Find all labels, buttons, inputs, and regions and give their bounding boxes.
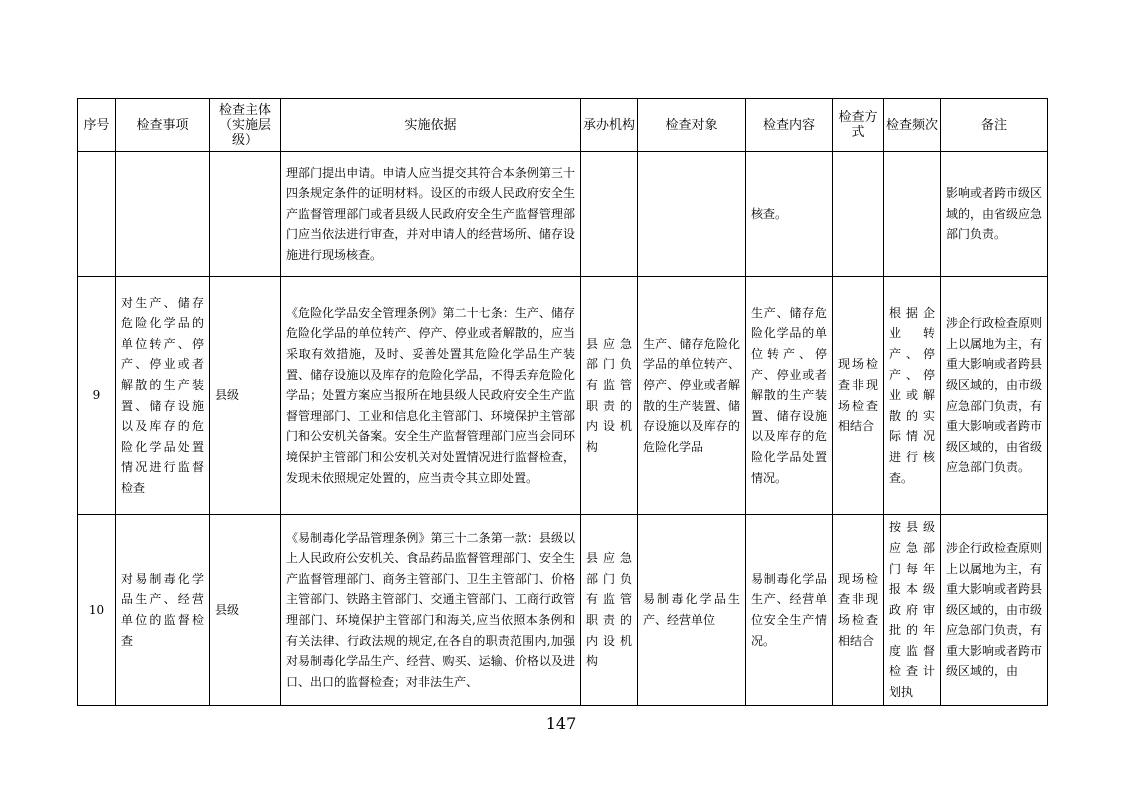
cell-basis: 理部门提出申请。申请人应当提交其符合本条例第三十四条规定条件的证明材料。设区的市级人民政府安全生产监督管理部门或者县级人民政府安全生产监督管理部门应当依法进行审查，并对申请人的经营场所、储存设施进行现场核查。	[281, 152, 581, 277]
cell-frequency: 根据企业转产、停产、停业或解散的实际情况进行核查。	[884, 277, 941, 515]
inspection-table	[77, 98, 1048, 706]
cell-agency: 县应急部门负有监管职责的内设机构	[581, 277, 638, 515]
header-subject: 检查主体（实施层级）	[210, 99, 281, 152]
cell-method: 现场检查非现场检查相结合	[833, 515, 884, 706]
page-number: 147	[545, 714, 577, 733]
cell-seq: 10	[78, 515, 116, 706]
cell-seq: 9	[78, 277, 116, 515]
cell-agency: 县应急部门负有监管职责的内设机构	[581, 515, 638, 706]
cell-target: 生产、储存危险化学品的单位转产、停产、停业或者解散的生产装置、储存设施以及库存的危险化学品	[638, 277, 746, 515]
cell-method	[833, 152, 884, 277]
cell-method: 现场检查非现场检查相结合	[833, 277, 884, 515]
header-content: 检查内容	[746, 99, 833, 152]
cell-target	[638, 152, 746, 277]
header-remarks: 备注	[941, 99, 1048, 152]
cell-subject: 县级	[210, 515, 281, 706]
cell-content: 核查。	[746, 152, 833, 277]
cell-item	[116, 152, 210, 277]
header-target: 检查对象	[638, 99, 746, 152]
header-method: 检查方式	[833, 99, 884, 152]
cell-subject	[210, 152, 281, 277]
header-seq: 序号	[78, 99, 116, 152]
cell-content: 生产、储存危险化学品的单位转产、停产、停业或者解散的生产装置、储存设施以及库存的危险化学品处置情况。	[746, 277, 833, 515]
cell-item: 对生产、储存危险化学品的单位转产、停产、停业或者解散的生产装置、储存设施以及库存的危险化学品处置情况进行监督检查	[116, 277, 210, 515]
cell-seq	[78, 152, 116, 277]
header-basis: 实施依据	[281, 99, 581, 152]
table-row	[78, 152, 1048, 277]
cell-basis: 《易制毒化学品管理条例》第三十二条第一款：县级以上人民政府公安机关、食品药品监督管理部门、安全生产监督管理部门、商务主管部门、卫生主管部门、价格主管部门、铁路主管部门、交通主管部门、工商行政管理部门、环境保护主管部门和海关,应当依照本条例和有关法律、行政法规的规定,在各自的职责范围内,加强对易制毒化学品生产、经营、购买、运输、价格以及进口、出口的监督检查；对非法生产、	[281, 515, 581, 706]
header-item: 检查事项	[116, 99, 210, 152]
cell-item: 对易制毒化学品生产、经营单位的监督检查	[116, 515, 210, 706]
cell-agency	[581, 152, 638, 277]
table-row	[78, 277, 1048, 515]
cell-frequency: 按县级应急部门每年报本级政府审批的年度监督检查计划执	[884, 515, 941, 706]
cell-target: 易制毒化学品生产、经营单位	[638, 515, 746, 706]
cell-frequency	[884, 152, 941, 277]
cell-content: 易制毒化学品生产、经营单位安全生产情况。	[746, 515, 833, 706]
cell-remarks: 影响或者跨市级区域的，由省级应急部门负责。	[941, 152, 1048, 277]
header-row	[78, 99, 1048, 152]
header-frequency: 检查频次	[884, 99, 941, 152]
cell-remarks: 涉企行政检查原则上以属地为主，有重大影响或者跨县级区域的，由市级应急部门负责，有重大影响或者跨市级区域的，由	[941, 515, 1048, 706]
cell-remarks: 涉企行政检查原则上以属地为主，有重大影响或者跨县级区域的，由市级应急部门负责，有重大影响或者跨市级区域的，由省级应急部门负责。	[941, 277, 1048, 515]
cell-basis: 《危险化学品安全管理条例》第二十七条：生产、储存危险化学品的单位转产、停产、停业或者解散的，应当采取有效措施，及时、妥善处置其危险化学品生产装置、储存设施以及库存的危险化学品，不得丢弃危险化学品；处置方案应当报所在地县级人民政府安全生产监督管理部门、工业和信息化主管部门、环境保护主管部门和公安机关备案。安全生产监督管理部门应当会同环境保护主管部门和公安机关对处置情况进行监督检查，发现未依照规定处置的，应当责令其立即处置。	[281, 277, 581, 515]
cell-subject: 县级	[210, 277, 281, 515]
table-row	[78, 515, 1048, 706]
header-agency: 承办机构	[581, 99, 638, 152]
